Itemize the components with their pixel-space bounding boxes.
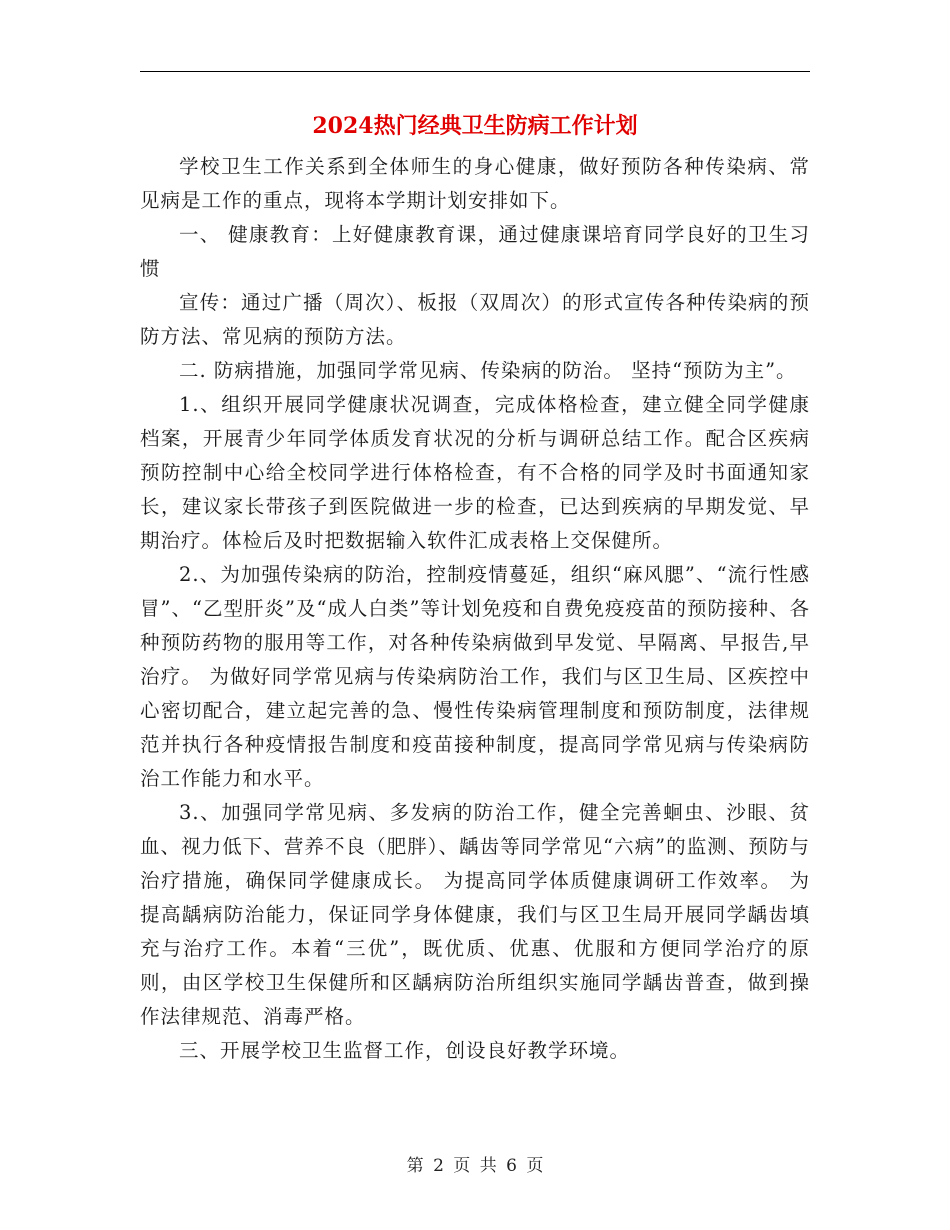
section-one-heading: 一、 健康教育：上好健康教育课，通过健康课培育同学良好的卫生习惯 [140, 223, 810, 280]
item-two-paragraph: 2.、为加强传染病的防治，控制疫情蔓延，组织“麻风腮”、“流行性感冒”、“乙型肝炎”及“成人白类”等计划免疫和自费免疫疫苗的预防接种、各种预防药物的服用等工作，对各种传染病做到早发觉、早隔离、早报告,早治疗。 为做好同学常见病与传染病防治工作，我们与区卫生局、区疾控中心密切配合，建立起完善的急、慢性传染病管理制度和预防制度，法律规范并执行各种疫情报告制度和疫苗接种制度，提高同学常见病与传染病防治工作能力和水平。 [140, 563, 810, 790]
document-title: 2024热门经典卫生防病工作计划 [312, 113, 638, 139]
section-three-heading: 三、开展学校卫生监督工作，创设良好教学环境。 [179, 1039, 631, 1062]
item-one-paragraph: 1.、组织开展同学健康状况调查，完成体格检查，建立健全同学健康档案，开展青少年同学体质发育状况的分析与调研总结工作。配合区疾病预防控制中心给全校同学进行体格检查，有不合格的同学及时书面通知家长，建议家长带孩子到医院做进一步的检查，已达到疾病的早期发觉、早期治疗。体检后及时把数据输入软件汇成表格上交保健所。 [140, 393, 810, 552]
section-two-heading: 二. 防病措施，加强同学常见病、传染病的防治。 坚持“预防为主”。 [179, 359, 797, 382]
publicity-paragraph: 宣传：通过广播（周次）、板报（双周次）的形式宣传各种传染病的预防方法、常见病的预防方法。 [140, 291, 810, 348]
document-body [140, 150, 810, 1068]
header-rule [140, 71, 810, 72]
page-number-footer: 第 2 页 共 6 页 [406, 1156, 544, 1176]
intro-paragraph: 学校卫生工作关系到全体师生的身心健康，做好预防各种传染病、常见病是工作的重点，现将本学期计划安排如下。 [140, 155, 810, 212]
item-three-paragraph: 3.、加强同学常见病、多发病的防治工作，健全完善蛔虫、沙眼、贫血、视力低下、营养不良（肥胖）、龋齿等同学常见“六病”的监测、预防与治疗措施，确保同学健康成长。 为提高同学体质健康调研工作效率。 为提高龋病防治能力，保证同学身体健康，我们与区卫生局开展同学龋齿填充与治疗工作。本着“三优”，既优质、优惠、优服和方便同学治疗的原则，由区学校卫生保健所和区龋病防治所组织实施同学龋齿普查，做到操作法律规范、消毒严格。 [140, 801, 810, 1028]
